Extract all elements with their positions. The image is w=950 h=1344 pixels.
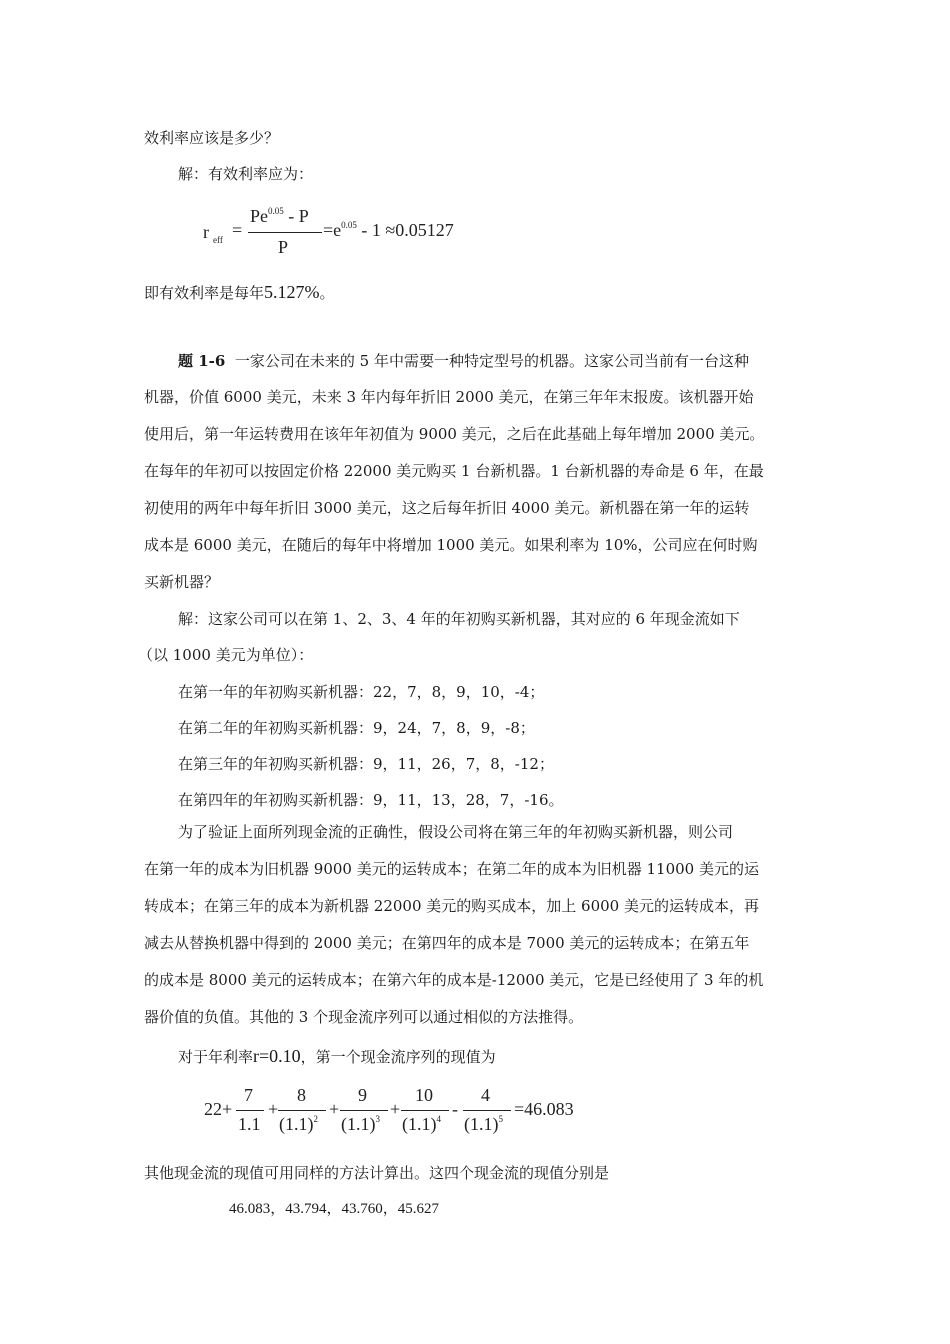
eq2-d3: $(1.1)^3$ <box>341 1114 380 1134</box>
eq2-plus-3: + <box>390 1099 401 1119</box>
eq2-d4: $(1.1)^4$ <box>402 1114 441 1134</box>
eq2-bar-1 <box>236 1110 264 1111</box>
eq1-fraction-bar <box>248 232 322 233</box>
eq2-d2: $(1.1)^2$ <box>279 1114 318 1134</box>
cashflow-year-2: 在第二年的年初购买新机器：9，24，7，8，9，-8； <box>178 719 535 737</box>
intro-line-1: 效利率应该是多少？ <box>144 129 280 147</box>
eq2-d1: 1.1 <box>238 1114 261 1134</box>
eq1-equals: = <box>232 220 243 240</box>
cashflow-year-3: 在第三年的年初购买新机器：9，11，26，7，8，-12； <box>178 755 554 773</box>
eq2-n3: 9 <box>358 1085 367 1105</box>
solution-line-2: （以 1000 美元为单位）： <box>138 646 314 664</box>
eq2-n2: 8 <box>297 1085 306 1105</box>
eq2-result: =46.083 <box>514 1099 574 1119</box>
rate-line: 对于年利率r=0.10，第一个现金流序列的现值为 <box>178 1046 496 1066</box>
intro-line-3: 即有效利率是每年5.127%。 <box>144 282 335 302</box>
problem-line-6: 成本是 6000 美元，在随后的每年中将增加 1000 美元。如果利率为 10%，公司应在何时购 <box>144 536 758 554</box>
problem-line-7: 买新机器？ <box>144 573 220 591</box>
eq2-minus: - <box>452 1099 458 1119</box>
problem-line-4: 在每年的年初可以按固定价格 22000 美元购买 1 台新机器。1 台新机器的寿命是 6 年，在最 <box>144 462 764 480</box>
problem-line-2: 机器，价值 6000 美元，未来 3 年内每年折旧 2000 美元，在第三年年末报废。该机器开始 <box>144 388 754 406</box>
verify-line-4: 减去从替换机器中得到的 2000 美元；在第四年的成本是 7000 美元的运转成本；在第五年 <box>144 934 750 952</box>
verify-line-6: 器价值的负值。其他的 3 个现金流序列可以通过相似的方法推得。 <box>144 1008 584 1026</box>
eq1-numerator: $Pe^{0.05}$ - P <box>250 206 309 226</box>
eq2-n4: 10 <box>415 1085 433 1105</box>
verify-line-5: 的成本是 8000 美元的运转成本；在第六年的成本是-12000 美元，它是已经使用了 3 年的机 <box>144 971 764 989</box>
verify-line-3: 转成本；在第三年的成本为新机器 22000 美元的购买成本，加上 6000 美元的运转成本，再 <box>144 897 759 915</box>
eq1-lhs: r <box>203 222 209 242</box>
problem-line-5: 初使用的两年中每年折旧 3000 美元，这之后每年折旧 4000 美元。新机器在第一年的运转 <box>144 499 750 517</box>
eq2-n1: 7 <box>244 1085 253 1105</box>
problem-label: 题 1-6 <box>178 352 226 370</box>
verify-line-1: 为了验证上面所列现金流的正确性，假设公司将在第三年的年初购买新机器，则公司 <box>178 823 734 841</box>
eq2-bar-4 <box>401 1110 449 1111</box>
eq1-lhs-sub: eff <box>213 235 223 245</box>
eq2-bar-2 <box>278 1110 326 1111</box>
problem-line-3: 使用后，第一年运转费用在该年年初值为 9000 美元，之后在此基础上每年增加 2000 美元。 <box>144 425 765 443</box>
problem-line-1: 题 1-6 一家公司在未来的 5 年中需要一种特定型号的机器。这家公司当前有一台这种 <box>178 352 749 370</box>
eq2-bar-3 <box>340 1110 388 1111</box>
eq2-d5: $(1.1)^5$ <box>464 1114 503 1134</box>
eq2-plus-1: + <box>268 1099 279 1119</box>
other-values-line: 其他现金流的现值可用同样的方法计算出。这四个现金流的现值分别是 <box>144 1164 610 1182</box>
intro-line-2: 解：有效利率应为： <box>178 165 314 183</box>
present-values-list: 46.083，43.794，43.760，45.627 <box>229 1201 440 1217</box>
solution-line-1: 解：这家公司可以在第 1、2、3、4 年的年初购买新机器，其对应的 6 年现金流如下 <box>178 610 740 628</box>
cashflow-year-4: 在第四年的年初购买新机器：9，11，13，28，7，-16。 <box>178 791 564 809</box>
eq2-bar-5 <box>463 1110 511 1111</box>
eq1-rhs: $=e^{0.05} - 1 \approx 0.05127$ <box>323 220 454 240</box>
eq2-lead: 22+ <box>204 1099 233 1119</box>
eq2-plus-2: + <box>329 1099 340 1119</box>
eq1-denominator: P <box>278 237 289 257</box>
verify-line-2: 在第一年的成本为旧机器 9000 美元的运转成本；在第二年的成本为旧机器 11000 美元的运 <box>144 860 759 878</box>
eq2-n5: 4 <box>481 1085 490 1105</box>
cashflow-year-1: 在第一年的年初购买新机器：22，7，8，9，10，-4； <box>178 683 545 701</box>
